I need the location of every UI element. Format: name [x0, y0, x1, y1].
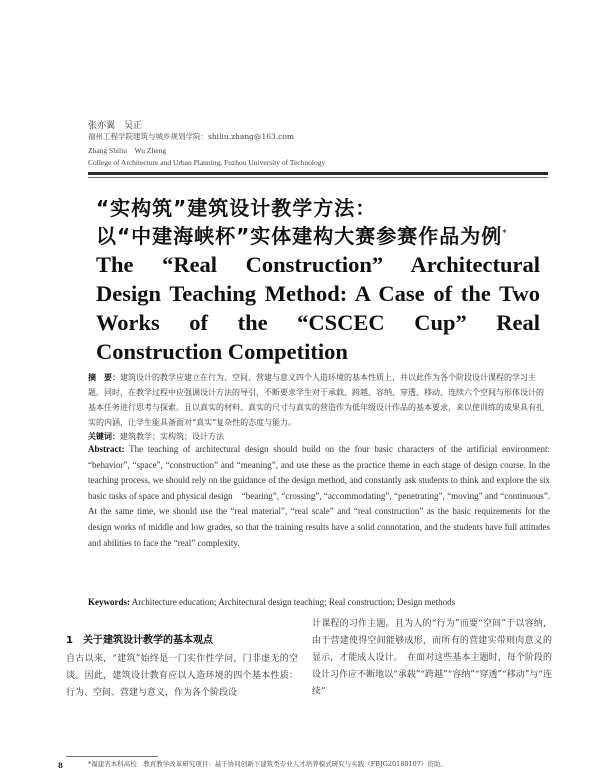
- abstract-cn-label: 摘 要：: [88, 372, 120, 382]
- header-rule: [88, 172, 548, 175]
- body-column-left: 自古以来，“建筑”始终是一门实作性学问，门非虚无的空谈。因此，建筑设计教育应以人造环境的四个基本性质：行为、空间、营建与意义，作为各个阶段设: [66, 654, 298, 698]
- body-column-right: 计课程的习作主题。且为人的“行为”而要“空间”于以容纳，由于营建使得空间能够成形，而所有的营建实带则肉意义的显示，才能成人设计。 在面对这些基本主题时，每个阶段的设计习作应不断地以“承载”“跨越”“容纳”“穿透”“移动”与“连续”: [312, 619, 552, 697]
- affiliation-en: College of Architecture and Urban Planning, Fuzhou University of Technology: [88, 158, 326, 167]
- abstract-en: [88, 442, 550, 551]
- footnote: *福建省本科高校 教育教学改革研究项目：基于协同创新下建筑类专业人才培养模式研究与实践（FBJG20180107）资助。: [88, 760, 447, 768]
- abstract-en-label: Abstract:: [88, 444, 125, 454]
- header-rule-thin: [88, 177, 548, 178]
- title-cn-line2-text: 以“中建海峡杯”实体建构大赛参赛作品为例: [96, 224, 503, 248]
- keywords-cn-text: 建筑教学；实构筑；设计方法: [120, 432, 224, 441]
- abstract-en-text: The teaching of architectural design should build on the four basic characters of the artificial environment: “behavior”, “space”, “construction” and “meaning”, and use these as the practice theme in each stage of design course. In the teaching process, we should rely on the guidance of the design method, and constantly ask students to think and explore the six basic tasks of space and physical design “bearing”, “crossing”, “accommodating”, “penetrating”, “moving” and “continuous”. At the same time, we should use the “real material”, “real scale” and “real construction” as the basic requirements for the design works of middle and low grades, so that the training results have a solid connotation, and the students have full attitudes and abilities to face the “real” complexity.: [88, 444, 550, 548]
- page-mark: 8: [58, 761, 63, 770]
- affiliation-cn: 福州工程学院建筑与城乡规划学院：shiliu.zhang@163.com: [88, 132, 294, 141]
- footnote-rule: [66, 756, 158, 757]
- title-cn-line2: [96, 220, 508, 249]
- keywords-en: [88, 597, 455, 607]
- title-footnote-mark: *: [502, 228, 508, 239]
- keywords-en-text: Architecture education; Architectural design teaching; Real construction; Design methods: [131, 597, 456, 607]
- authors-cn: 张亦翼 吴正: [88, 121, 143, 131]
- keywords-en-label: Keywords:: [88, 597, 130, 607]
- authors-en: Zhang Shiliu Wu Zheng: [88, 146, 167, 155]
- keywords-cn-label: 关键词：: [88, 431, 120, 441]
- keywords-cn: [88, 431, 224, 442]
- abstract-cn: [88, 370, 550, 430]
- title-en: The “Real Construction” Architectural Design Teaching Method: A Case of the Two Works of the “CSCEC Cup” Real Construction Competition: [96, 252, 540, 364]
- abstract-cn-text: 建筑设计的教学应建立在行为、空间、营建与意义四个人造环境的基本性质上，并以此作为各个阶段设计课程的学习主题。同时，在教学过程中应强调设计方法的导引，不断要求学生对于承载、跨越、容纳、穿透、移动、连续六个空间与形体设计的基本任务进行思考与探索。且以真实的材料、真实的尺寸与真实的营造作为低年级设计作品的基本要求，来以使训练的成果具有扎实的内涵，让学生能具备面对“真实”复杂性的态度与能力。: [88, 373, 544, 427]
- section-heading: 1 关于建筑设计教学的基本观点: [66, 635, 213, 646]
- title-cn-line1: “实构筑”建筑设计教学方法：: [96, 196, 377, 220]
